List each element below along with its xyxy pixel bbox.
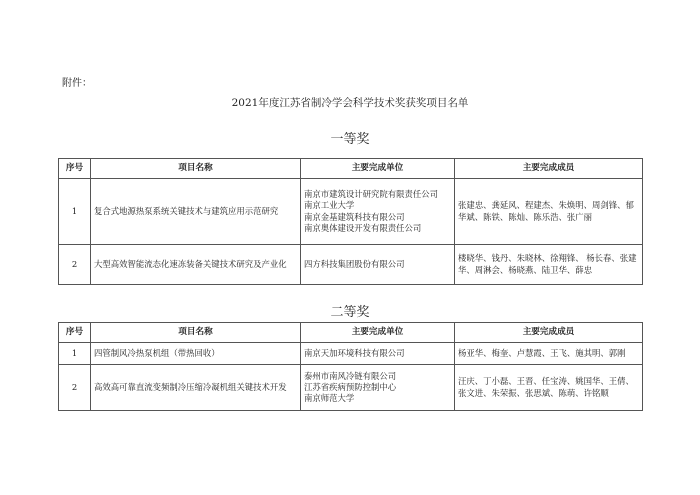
row-no: 2 (59, 245, 91, 285)
row-units (301, 343, 455, 365)
row-no: 1 (59, 343, 91, 365)
section-title-second-prize: 二等奖 (330, 305, 370, 320)
first-prize-table (58, 158, 643, 285)
unit-line: 泰州市南风冷链有限公司 (304, 370, 397, 381)
table-row (59, 343, 643, 365)
table-row (59, 179, 643, 245)
document-title: 2021年度江苏省制冷学会科学技术奖获奖项目名单 (231, 97, 469, 109)
unit-line: 四方科技集团股份有限公司 (304, 258, 405, 269)
unit-line: 南京奥体建设开发有限责任公司 (304, 222, 422, 233)
row-no: 2 (59, 365, 91, 411)
header-project: 项目名称 (91, 159, 301, 179)
row-members: 张建忠、龚延风、程建杰、朱焕明、周剑锋、郁华斌、陈铁、陈灿、陈乐浩、张广丽 (455, 179, 643, 245)
table-header-row (59, 159, 643, 179)
row-project: 复合式地源热泵系统关键技术与建筑应用示范研究 (91, 179, 301, 245)
section-title-first-prize: 一等奖 (330, 132, 370, 147)
row-units (301, 245, 455, 285)
unit-line: 江苏省疾病预防控制中心 (304, 381, 397, 392)
unit-line: 南京师范大学 (304, 393, 355, 404)
row-project: 高效高可靠直流变频制冷压缩冷凝机组关键技术开发 (91, 365, 301, 411)
header-members: 主要完成成员 (455, 159, 643, 179)
unit-line: 南京金基建筑科技有限公司 (304, 211, 405, 222)
unit-line: 南京市建筑设计研究院有限责任公司 (304, 189, 438, 200)
attachment-label: 附件： (62, 78, 92, 89)
row-project: 四管制风冷热泵机组（带热回收） (91, 343, 301, 365)
row-units (301, 179, 455, 245)
header-no: 序号 (59, 323, 91, 343)
table-header-row (59, 323, 643, 343)
row-no: 1 (59, 179, 91, 245)
header-members: 主要完成成员 (455, 323, 643, 343)
row-members: 汪庆、丁小磊、王晋、任宝涛、姚国华、王倩、张文进、朱荣振、张思斌、陈萌、许铭顺 (455, 365, 643, 411)
header-units: 主要完成单位 (301, 159, 455, 179)
row-units (301, 365, 455, 411)
header-no: 序号 (59, 159, 91, 179)
row-members: 楼晓华、钱丹、朱晓林、徐翔锋、 杨长春、张建华、周淋会、杨晓燕、陆卫华、薛忠 (455, 245, 643, 285)
row-project: 大型高效智能流态化速冻装备关键技术研究及产业化 (91, 245, 301, 285)
unit-line: 南京天加环境科技有限公司 (304, 347, 405, 358)
second-prize-table (58, 322, 643, 411)
table-row (59, 365, 643, 411)
unit-line: 南京工业大学 (304, 200, 355, 211)
header-project: 项目名称 (91, 323, 301, 343)
header-units: 主要完成单位 (301, 323, 455, 343)
table-row (59, 245, 643, 285)
row-members: 杨亚华、梅奎、卢慧霞、王飞、施其明、郭刚 (455, 343, 643, 365)
